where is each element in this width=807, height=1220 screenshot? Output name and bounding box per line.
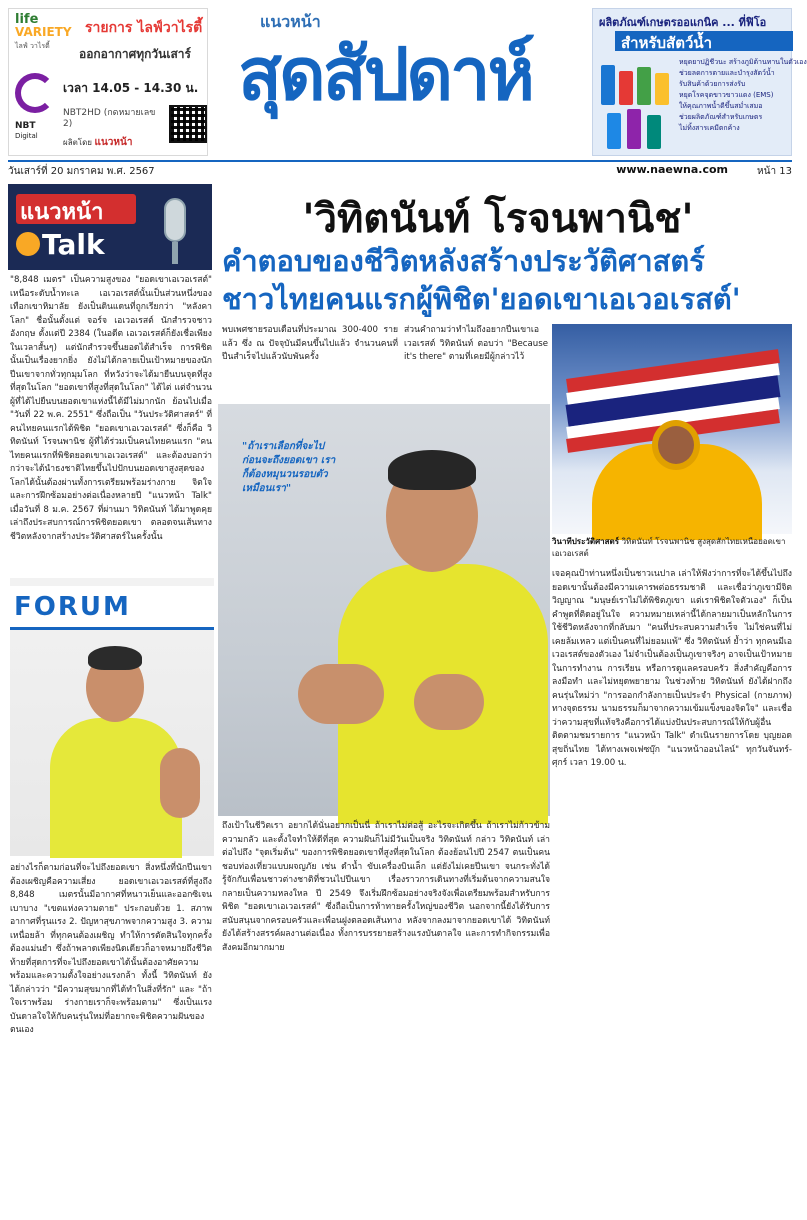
ad-channel: NBT2HD (กดหมายเลข 2) [63, 108, 156, 129]
ad-schedule: ออกอากาศทุกวันเสาร์ [79, 47, 191, 61]
pull-quote: "ถ้าเราเลือกที่จะไป ก่อนจะถึงยอดเขา เราก็ต้องหมุนวนรอบตัวเหมือนเรา" [242, 441, 336, 494]
headline-deck-2: ชาวไทยคนแรกผู้พิชิต'ยอดเขาเอเวอเรสต์' [222, 282, 741, 316]
ad-right-title: สำหรับสัตว์น้ำ [615, 31, 793, 51]
issue-date: วันเสาร์ที่ 20 มกราคม พ.ศ. 2567 [8, 166, 155, 177]
person-hair [388, 450, 476, 490]
photo-everest-summit [552, 324, 792, 534]
ad-title: รายการ ไลฟ์วาไรตี้ [85, 20, 203, 36]
person-hair [88, 646, 142, 670]
product-bottle-icon [601, 65, 615, 105]
article-column-right: เจอคุณป้าท่านหนึ่งเป็นชาวเนปาล เล่าให้ฟังว่าการที่จะได้ขึ้นไปถึงยอดเขานั้นต้องมีความเคารพต่อธรรมชาติ และเชื่อว่าภูเขามีจิตวิญญาณ "มนุษย์เราไม่ได้พิชิตภูเขา แต่เราพิชิตใจตัวเอง" ก็เป็นคำพูดที่ติดอยู่ในใจ ความหมายเหล่านี้ได้กลายมาเป็นหลักในการใช้ชีวิตหลังจากที่กลับมา "คนที่ประสบความสำเร็จ ไม่ใช่คนที่ไม่เคยล้มเหลว แต่เป็นคนที่ไม่ยอมแพ้" ซึ่ง วิทิตนันท์ ย้ำว่า ทุกคนมีเอเวอเรสต์ของตัวเอง ไม่จำเป็นต้องเป็นภูเขาจริงๆ อาจเป็นเป้าหมายในการทำงาน การเรียน หรือการดูแลครอบครัว สิ่งสำคัญคือการลงมือทำ และไม่หยุดพยายาม ในช่วงท้าย วิทิตนันท์ ยังได้ฝากถึงคนรุ่นใหม่ว่า "การออกกำลังกายเป็นประจำ Physical (กายภาพ) ทางจุดธรรม นามธรรมก็มาจากความเข้มแข็งของจิตใจ" และเชื่อว่าความสุขที่แท้จริงคือการได้แบ่งปันประสบการณ์ให้กับผู้อื่น ติดตามชมรายการ "แนวหน้า Talk" ดำเนินรายการโดย บุญยอด สุขถิ่นไทย ได้ทางเพจเฟซบุ๊ก "แนวหน้าออนไลน์" ทุกวันจันทร์-ศุกร์ เวลา 19.00 น. [552, 569, 792, 768]
ad-right-benefits [679, 57, 807, 155]
ad-time: เวลา 14.05 - 14.30 น. [63, 81, 199, 95]
advertisement-life-variety[interactable] [8, 8, 208, 156]
ad-right-heading: ผลิตภัณฑ์เกษตรออแกนิค ... ที่ฟิโอ [599, 16, 767, 29]
masthead-title: สุดสัปดาห์ [238, 32, 532, 116]
microphone-icon [164, 198, 186, 242]
photo-interview-left [10, 578, 214, 856]
talk-brand: แนวหน้า [16, 194, 136, 224]
article-column-mid-top: พบเพศชายรอบเดือนที่ประมาณ 300-400 รายแล้ว ซึ่ง ณ ปัจจุบันมีคนขึ้นไปแล้ว จำนวนคนที่ปีนสำเร็จไปแล้วนับพันครั้ง [222, 325, 398, 362]
benefit-item: หยุดยาปฏิชีวนะ สร้างภูมิต้านทานในตัวเอง [679, 58, 807, 66]
caption-label: วินาทีประวัติศาสตร์ [552, 537, 620, 546]
page-number: หน้า 13 [757, 166, 792, 177]
person-arm [160, 748, 200, 818]
logo-subtitle: ไลฟ์ วาไรตี้ [15, 42, 50, 50]
website-link[interactable]: www.naewna.com [616, 163, 728, 176]
benefit-item: ช่วยลดการตายและบำรุงสัตว์น้ำ [679, 69, 775, 77]
forum-backdrop [10, 586, 214, 630]
caption-text: วิทิตนันท์ โรจนพานิช สูงสุดสักไทยเหนือยอดเขาเอเวอเรสต์ [552, 537, 786, 558]
talk-word: Talk [42, 228, 105, 261]
advertisement-aquaculture[interactable] [592, 8, 807, 156]
product-bottle-icon [655, 73, 669, 105]
speech-bubble-icon [16, 232, 40, 256]
article-column-left-bottom: อย่างไรก็ตามก่อนที่จะไปถึงยอดเขา สิ่งหนึ่งที่นักปีนเขาต้องเผชิญคือความเสี่ยง ยอดเขาเอเวอเรสต์ที่สูงถึง 8,848 เมตรนั้นมีอากาศที่หนาวเย็นและออกซิเจนเบาบาง "เขตแห่งความตาย" ประกอบด้วย 1. สภาพอากาศที่รุนแรง 2. ปัญหาสุขภาพจากความสูง 3. ความเหนื่อยล้า ที่ทุกคนต้องเผชิญ ทำให้การตัดสินใจทุกครั้งต้องแม่นยำ ซึ่งถ้าพลาดเพียงนิดเดียวก็อาจหมายถึงชีวิต ท้ายที่สุดการที่จะไปถึงยอดเขาได้นั้นต้องอาศัยความพร้อมและความตั้งใจอย่างแรงกล้า ทั้งนี้ วิทิตนันท์ ยังได้กล่าวว่า "มีความสุขมากที่ได้ทำในสิ่งที่รัก" และ "ถ้าใจเราพร้อม ร่างกายเราก็จะพร้อมตาม" ซึ่งเป็นแรงบันดาลใจให้กับคนรุ่นใหม่ที่อยากจะพิชิตความฝันของตนเอง [10, 863, 212, 1035]
headline-deck-1: คำตอบของชีวิตหลังสร้างประวัติศาสตร์ [222, 244, 705, 278]
benefit-item: หยุดโรคจุดขาวขาวแดง (EMS) [679, 91, 774, 99]
life-variety-logo [15, 13, 77, 43]
photo-caption [552, 536, 792, 564]
dateline-bar [8, 160, 792, 178]
logo-line-2: VARIETY [15, 25, 72, 39]
qr-code-icon[interactable] [169, 105, 207, 143]
benefit-item: ไม่ทิ้งสารเคมีตกค้าง [679, 124, 740, 132]
product-bottle-icon [627, 109, 641, 149]
headline-name: 'วิทิตนันท์ โรจนพานิช' [302, 196, 694, 242]
benefit-item: ให้คุณภาพน้ำดีขึ้นสม่ำเสมอ [679, 102, 763, 110]
product-bottle-icon [637, 67, 651, 105]
climber-face [652, 420, 700, 470]
masthead-kicker: แนวหน้า [260, 12, 321, 31]
product-bottle-icon [647, 115, 661, 149]
product-bottle-icon [607, 113, 621, 149]
article-column-left-top: "8,848 เมตร" เป็นความสูงของ "ยอดเขาเอเวอเรสต์" เหนือระดับน้ำทะเล เอเวอเรสต์นั้นเป็นส่วนหนึ่งของเทือกเขาหิมาลัย ยังเป็นดินแดนที่ถูกเรียกว่า "หลังคาโลก" ชื่อนั้นตั้งแต่ จอร์จ เอเวอเรสต์ นักสำรวจชาวอังกฤษ ตั้งแต่ปี 2384 (ในอดีต เอเวอเรสต์ก็ยังเชื่อเพียงในเวลาสั้นๆ) แต่นักสำรวจขึ้นยอดได้สำเร็จ การพิชิตนั้นเป็นเรื่องยากยิ่ง ยังไม่ได้กลายเป็นเป้าหมายของนักปีนเขาจากทั่วทุกมุมโลก ที่หวังว่าจะได้มายืนบนจุดที่สูงที่สุดในโลก "ยอดเขาที่สูงที่สุดในโลก" ได้ไต่ แต่จำนวนผู้ที่ได้ไปยืนบนยอดเขาแห่งนี้ได้มีไม่มากนัก ย้อนไปเมื่อ "วันที่ 22 พ.ค. 2551" ซึ่งถือเป็น "วันประวัติศาสตร์" ที่คนไทยคนแรกได้พิชิต "ยอดเขาเอเวอเรสต์" ซึ่งก็คือ วิทิตนันท์ โรจนพานิช ผู้ที่ได้ร่วมเป็นคนไทยคนแรก "คนไทยคนแรกที่พิชิตยอดเขาเอเวอเรสต์" และต้องบอกว่า กว่าจะได้นำธงชาติไทยขึ้นไปปักบนยอดเขาสูงสุดของโลกได้นั้นต้องผ่านทั้งการเตรียมพร้อมร่างกาย จิตใจ และการฝึกซ้อมอย่างต่อเนื่องหลายปี "แนวหน้า Talk" เมื่อวันที่ 8 ม.ค. 2567 ที่ผ่านมา วิทิตนันท์ ได้มาพูดคุยเล่าถึงประสบการณ์การพิชิตยอดเขา ตลอดจนเส้นทางชีวิตหลังจากสร้างประวัติศาสตร์ในครั้งนั้น [10, 275, 212, 542]
logo-line-1: life [15, 12, 39, 27]
benefit-item: รับสินค้าด้วยการส่งรับ [679, 80, 746, 88]
nbt-label: NBT Digital [15, 121, 38, 140]
article-column-mid-bottom: ถึงเป้าในชีวิตเรา อยากได้นั่นอยากเป็นนี่ ถ้าเราไม่ต่อสู้ อะไรจะเกิดขึ้น ถ้าเราไม่ก้าวข้ามความกลัว และตั้งใจทำให้ดีที่สุด ความฝันก็ไม่มีวันเป็นจริง วิทิตนันท์ กล่าว วิทิตนันท์ เล่าต่อไปถึง "จุดเริ่มต้น" ของการพิชิตยอดเขาที่สูงที่สุดในโลก ต้องย้อนไปปี 2547 ตนเป็นคนชอบท่องเที่ยวแบบผจญภัย เช่น ดำน้ำ ขับเครื่องบินเล็ก แต่ยังไม่เคยปีนเขา จนกระทั่งได้รู้จักกับเพื่อนชาวต่างชาติที่ชวนไปปีนเขา เรื่องราวการเดินทางที่เริ่มต้นจากความสนใจ กลายเป็นความหลงใหล ปี 2549 จึงเริ่มฝึกซ้อมอย่างจริงจังเพื่อเตรียมพร้อมสำหรับการพิชิต "ยอดเขาเอเวอเรสต์" ซึ่งถือเป็นการท้าทายครั้งใหญ่ของชีวิต นอกจากนี้ยังได้รับการสนับสนุนจากครอบครัวและเพื่อนฝูงตลอดเส้นทาง หลังจากลงมาจากยอดเขาได้ วิทิตนันท์ ยังได้สร้างสรรค์ผลงานต่อเนื่อง ทั้งการบรรยายสร้างแรงบันดาลใจ และการทำกิจกรรมเพื่อสังคมอีกมากมาย [222, 821, 550, 953]
benefit-item: ช่วยผลิตภัณฑ์สำหรับเกษตร [679, 113, 763, 121]
article-column-mid-top-right: ส่วนคำถามว่าทำไมถึงอยากปีนเขาเอเวอเรสต์ วิทิตนันท์ ตอบว่า "Because it's there" ตามที่เคยมีผู้กล่าวไว้ [404, 325, 548, 362]
naewna-talk-logo [8, 184, 212, 270]
nbt-logo-icon [15, 73, 55, 113]
microphone-stand-icon [172, 242, 178, 264]
person-hand [414, 674, 484, 730]
person-hand [298, 664, 384, 724]
product-bottle-icon [619, 71, 633, 105]
ad-producer: ผลิตโดย แนวหน้า [63, 137, 133, 148]
backdrop-text: FORUM [14, 592, 131, 622]
